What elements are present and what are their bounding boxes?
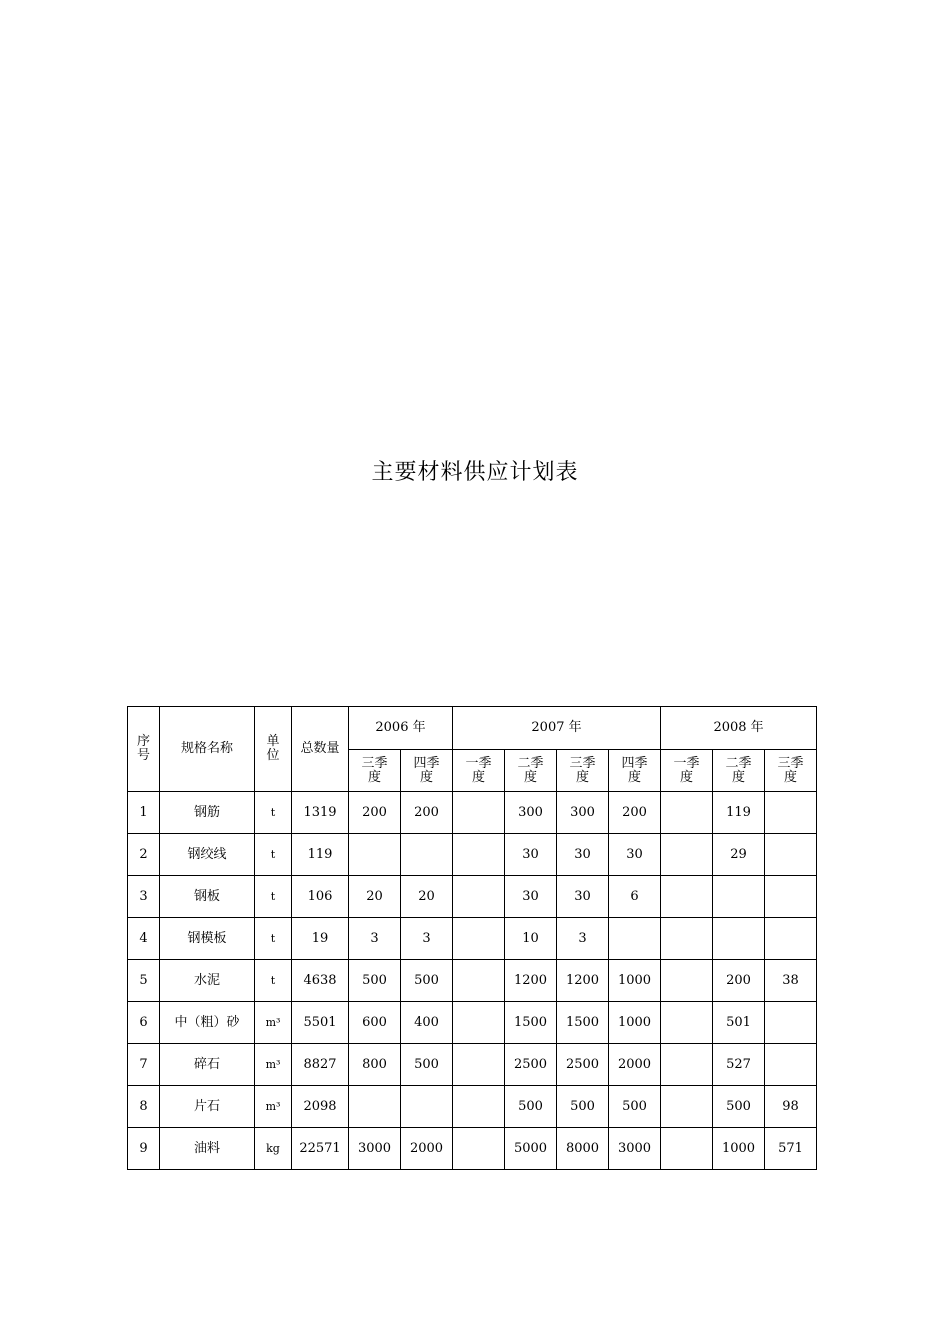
cell-quarter-value — [401, 834, 453, 876]
cell-total: 19 — [292, 918, 349, 960]
cell-quarter-value — [713, 876, 765, 918]
cell-quarter-value: 20 — [401, 876, 453, 918]
cell-quarter-value — [765, 918, 817, 960]
header-2007-q4: 四季度 — [609, 750, 661, 792]
table-row — [128, 1086, 817, 1128]
cell-quarter-value: 30 — [505, 876, 557, 918]
table-header-row-years — [128, 707, 817, 750]
cell-quarter-value: 500 — [349, 960, 401, 1002]
cell-quarter-value — [661, 1002, 713, 1044]
cell-quarter-value: 5000 — [505, 1128, 557, 1170]
cell-quarter-value: 1500 — [505, 1002, 557, 1044]
cell-unit: t — [255, 960, 292, 1002]
cell-quarter-value — [661, 792, 713, 834]
cell-quarter-value — [765, 1044, 817, 1086]
cell-quarter-value — [765, 876, 817, 918]
header-2008-q3: 三季度 — [765, 750, 817, 792]
cell-index: 7 — [128, 1044, 160, 1086]
cell-quarter-value: 800 — [349, 1044, 401, 1086]
cell-total: 22571 — [292, 1128, 349, 1170]
cell-total: 4638 — [292, 960, 349, 1002]
cell-total: 119 — [292, 834, 349, 876]
cell-quarter-value — [453, 1086, 505, 1128]
header-2006-q4: 四季度 — [401, 750, 453, 792]
cell-name: 钢板 — [160, 876, 255, 918]
table-row — [128, 834, 817, 876]
cell-quarter-value: 600 — [349, 1002, 401, 1044]
cell-quarter-value: 2000 — [609, 1044, 661, 1086]
cell-index: 5 — [128, 960, 160, 1002]
cell-quarter-value — [765, 1002, 817, 1044]
cell-quarter-value: 3 — [349, 918, 401, 960]
header-year-2007: 2007 年 — [453, 707, 661, 750]
cell-quarter-value: 2500 — [557, 1044, 609, 1086]
cell-quarter-value — [765, 834, 817, 876]
cell-unit: t — [255, 834, 292, 876]
cell-quarter-value — [661, 876, 713, 918]
cell-unit: t — [255, 918, 292, 960]
header-2007-q3: 三季度 — [557, 750, 609, 792]
cell-name: 碎石 — [160, 1044, 255, 1086]
header-2006-q3: 三季度 — [349, 750, 401, 792]
cell-name: 钢绞线 — [160, 834, 255, 876]
cell-quarter-value: 300 — [557, 792, 609, 834]
table-row — [128, 960, 817, 1002]
cell-name: 水泥 — [160, 960, 255, 1002]
cell-unit: t — [255, 792, 292, 834]
cell-quarter-value — [453, 1044, 505, 1086]
cell-quarter-value: 300 — [505, 792, 557, 834]
cell-quarter-value: 30 — [557, 876, 609, 918]
cell-unit: t — [255, 876, 292, 918]
cell-quarter-value: 1200 — [505, 960, 557, 1002]
table-row — [128, 1044, 817, 1086]
cell-quarter-value: 29 — [713, 834, 765, 876]
cell-quarter-value: 500 — [401, 1044, 453, 1086]
cell-quarter-value — [661, 1044, 713, 1086]
cell-quarter-value: 200 — [349, 792, 401, 834]
cell-quarter-value: 500 — [557, 1086, 609, 1128]
cell-quarter-value: 1500 — [557, 1002, 609, 1044]
cell-quarter-value: 527 — [713, 1044, 765, 1086]
cell-quarter-value: 20 — [349, 876, 401, 918]
cell-quarter-value — [401, 1086, 453, 1128]
cell-index: 1 — [128, 792, 160, 834]
cell-quarter-value — [453, 1002, 505, 1044]
cell-index: 8 — [128, 1086, 160, 1128]
header-2008-q2: 二季度 — [713, 750, 765, 792]
cell-quarter-value: 200 — [401, 792, 453, 834]
cell-quarter-value — [661, 1086, 713, 1128]
cell-quarter-value: 1000 — [609, 1002, 661, 1044]
cell-quarter-value: 3000 — [349, 1128, 401, 1170]
cell-index: 6 — [128, 1002, 160, 1044]
header-index: 序号 — [128, 707, 160, 792]
cell-quarter-value: 1000 — [713, 1128, 765, 1170]
cell-quarter-value: 200 — [609, 792, 661, 834]
table-row — [128, 1128, 817, 1170]
cell-quarter-value: 8000 — [557, 1128, 609, 1170]
cell-index: 3 — [128, 876, 160, 918]
header-2007-q2: 二季度 — [505, 750, 557, 792]
cell-quarter-value — [713, 918, 765, 960]
cell-quarter-value — [453, 1128, 505, 1170]
cell-quarter-value: 400 — [401, 1002, 453, 1044]
cell-total: 5501 — [292, 1002, 349, 1044]
cell-quarter-value — [453, 918, 505, 960]
cell-index: 9 — [128, 1128, 160, 1170]
cell-quarter-value: 119 — [713, 792, 765, 834]
cell-name: 片石 — [160, 1086, 255, 1128]
header-year-2006: 2006 年 — [349, 707, 453, 750]
cell-quarter-value: 200 — [713, 960, 765, 1002]
cell-quarter-value — [453, 792, 505, 834]
header-total: 总数量 — [292, 707, 349, 792]
cell-unit: kg — [255, 1128, 292, 1170]
cell-quarter-value: 500 — [505, 1086, 557, 1128]
table-body — [128, 792, 817, 1170]
cell-unit: m³ — [255, 1044, 292, 1086]
cell-quarter-value: 30 — [557, 834, 609, 876]
cell-total: 8827 — [292, 1044, 349, 1086]
cell-quarter-value: 10 — [505, 918, 557, 960]
cell-name: 钢模板 — [160, 918, 255, 960]
cell-total: 1319 — [292, 792, 349, 834]
cell-quarter-value — [661, 960, 713, 1002]
cell-quarter-value: 500 — [401, 960, 453, 1002]
cell-quarter-value: 3 — [557, 918, 609, 960]
cell-quarter-value — [349, 1086, 401, 1128]
cell-quarter-value — [349, 834, 401, 876]
cell-quarter-value: 2000 — [401, 1128, 453, 1170]
cell-quarter-value: 1200 — [557, 960, 609, 1002]
cell-unit: m³ — [255, 1002, 292, 1044]
cell-quarter-value: 571 — [765, 1128, 817, 1170]
cell-quarter-value — [609, 918, 661, 960]
table-row — [128, 876, 817, 918]
cell-quarter-value: 500 — [609, 1086, 661, 1128]
cell-quarter-value — [453, 876, 505, 918]
header-year-2008: 2008 年 — [661, 707, 817, 750]
cell-quarter-value: 501 — [713, 1002, 765, 1044]
cell-quarter-value — [661, 834, 713, 876]
cell-unit: m³ — [255, 1086, 292, 1128]
cell-quarter-value — [661, 1128, 713, 1170]
cell-name: 钢筋 — [160, 792, 255, 834]
header-2008-q1: 一季度 — [661, 750, 713, 792]
header-2007-q1: 一季度 — [453, 750, 505, 792]
cell-quarter-value: 30 — [505, 834, 557, 876]
cell-quarter-value: 98 — [765, 1086, 817, 1128]
cell-quarter-value: 3 — [401, 918, 453, 960]
header-unit: 单位 — [255, 707, 292, 792]
cell-quarter-value: 3000 — [609, 1128, 661, 1170]
table-row — [128, 792, 817, 834]
header-name: 规格名称 — [160, 707, 255, 792]
cell-quarter-value: 30 — [609, 834, 661, 876]
cell-quarter-value — [661, 918, 713, 960]
cell-index: 2 — [128, 834, 160, 876]
cell-total: 106 — [292, 876, 349, 918]
document-title: 主要材料供应计划表 — [371, 460, 579, 485]
cell-quarter-value: 1000 — [609, 960, 661, 1002]
cell-quarter-value — [453, 960, 505, 1002]
cell-quarter-value: 38 — [765, 960, 817, 1002]
cell-quarter-value — [765, 792, 817, 834]
cell-name: 中（粗）砂 — [160, 1002, 255, 1044]
cell-quarter-value — [453, 834, 505, 876]
cell-quarter-value: 6 — [609, 876, 661, 918]
cell-index: 4 — [128, 918, 160, 960]
table-row — [128, 1002, 817, 1044]
material-supply-table — [127, 706, 817, 1170]
table-row — [128, 918, 817, 960]
cell-total: 2098 — [292, 1086, 349, 1128]
cell-name: 油料 — [160, 1128, 255, 1170]
cell-quarter-value: 2500 — [505, 1044, 557, 1086]
cell-quarter-value: 500 — [713, 1086, 765, 1128]
